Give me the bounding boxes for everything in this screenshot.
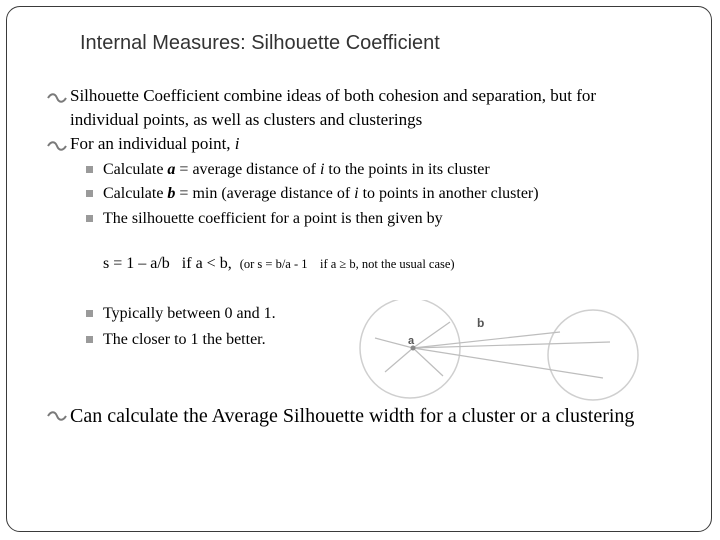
var-i: i: [354, 185, 359, 202]
sub-bullet-4: Typically between 0 and 1.: [103, 305, 276, 322]
bullet-line-2: [70, 133, 240, 154]
square-bullet-icon: [86, 166, 93, 173]
square-bullet-icon: [86, 190, 93, 197]
text: to points in another cluster): [358, 185, 539, 202]
bullet-line-1-cont: individual points, as well as clusters and clusterings: [70, 110, 423, 129]
cluster-b-circle: [548, 310, 638, 400]
curl-bullet-icon: [46, 410, 68, 422]
text: = average distance of: [175, 161, 320, 178]
cluster-a-circle: [360, 300, 460, 398]
text: to the points in its cluster: [324, 161, 490, 178]
silhouette-formula: [103, 254, 455, 274]
square-bullet-icon: [86, 336, 93, 343]
formula-note: (or s = b/a - 1 if a ≥ b, not the usual case): [239, 257, 455, 271]
var-i: i: [234, 134, 240, 153]
sub-bullet-1: [103, 160, 490, 180]
sub-bullet-2: [103, 184, 539, 204]
silhouette-diagram: [355, 300, 665, 405]
text: Calculate: [103, 161, 168, 178]
square-bullet-icon: [86, 215, 93, 222]
text: Calculate: [103, 185, 168, 202]
distance-lines: [375, 322, 610, 378]
bullet-text: For an individual point,: [70, 134, 235, 153]
formula-main: s = 1 – a/b if a < b,: [103, 255, 232, 272]
sub-bullet-3: The silhouette coefficient for a point is then given by: [103, 210, 443, 227]
label-a: a: [408, 335, 415, 347]
label-b: b: [477, 316, 485, 330]
curl-bullet-icon: [46, 92, 68, 104]
bullet-line-3: Can calculate the Average Silhouette width for a cluster or a clustering: [70, 405, 635, 427]
var-i: i: [319, 161, 325, 178]
sub-bullet-5: The closer to 1 the better.: [103, 331, 266, 348]
square-bullet-icon: [86, 310, 93, 317]
var-a: a: [167, 161, 176, 178]
curl-bullet-icon: [46, 140, 68, 152]
slide-title: Internal Measures: Silhouette Coefficient: [80, 32, 440, 54]
bullet-line-1: Silhouette Coefficient combine ideas of both cohesion and separation, but for: [70, 86, 597, 105]
text: = min (average distance of: [175, 185, 355, 202]
var-b: b: [167, 185, 176, 202]
